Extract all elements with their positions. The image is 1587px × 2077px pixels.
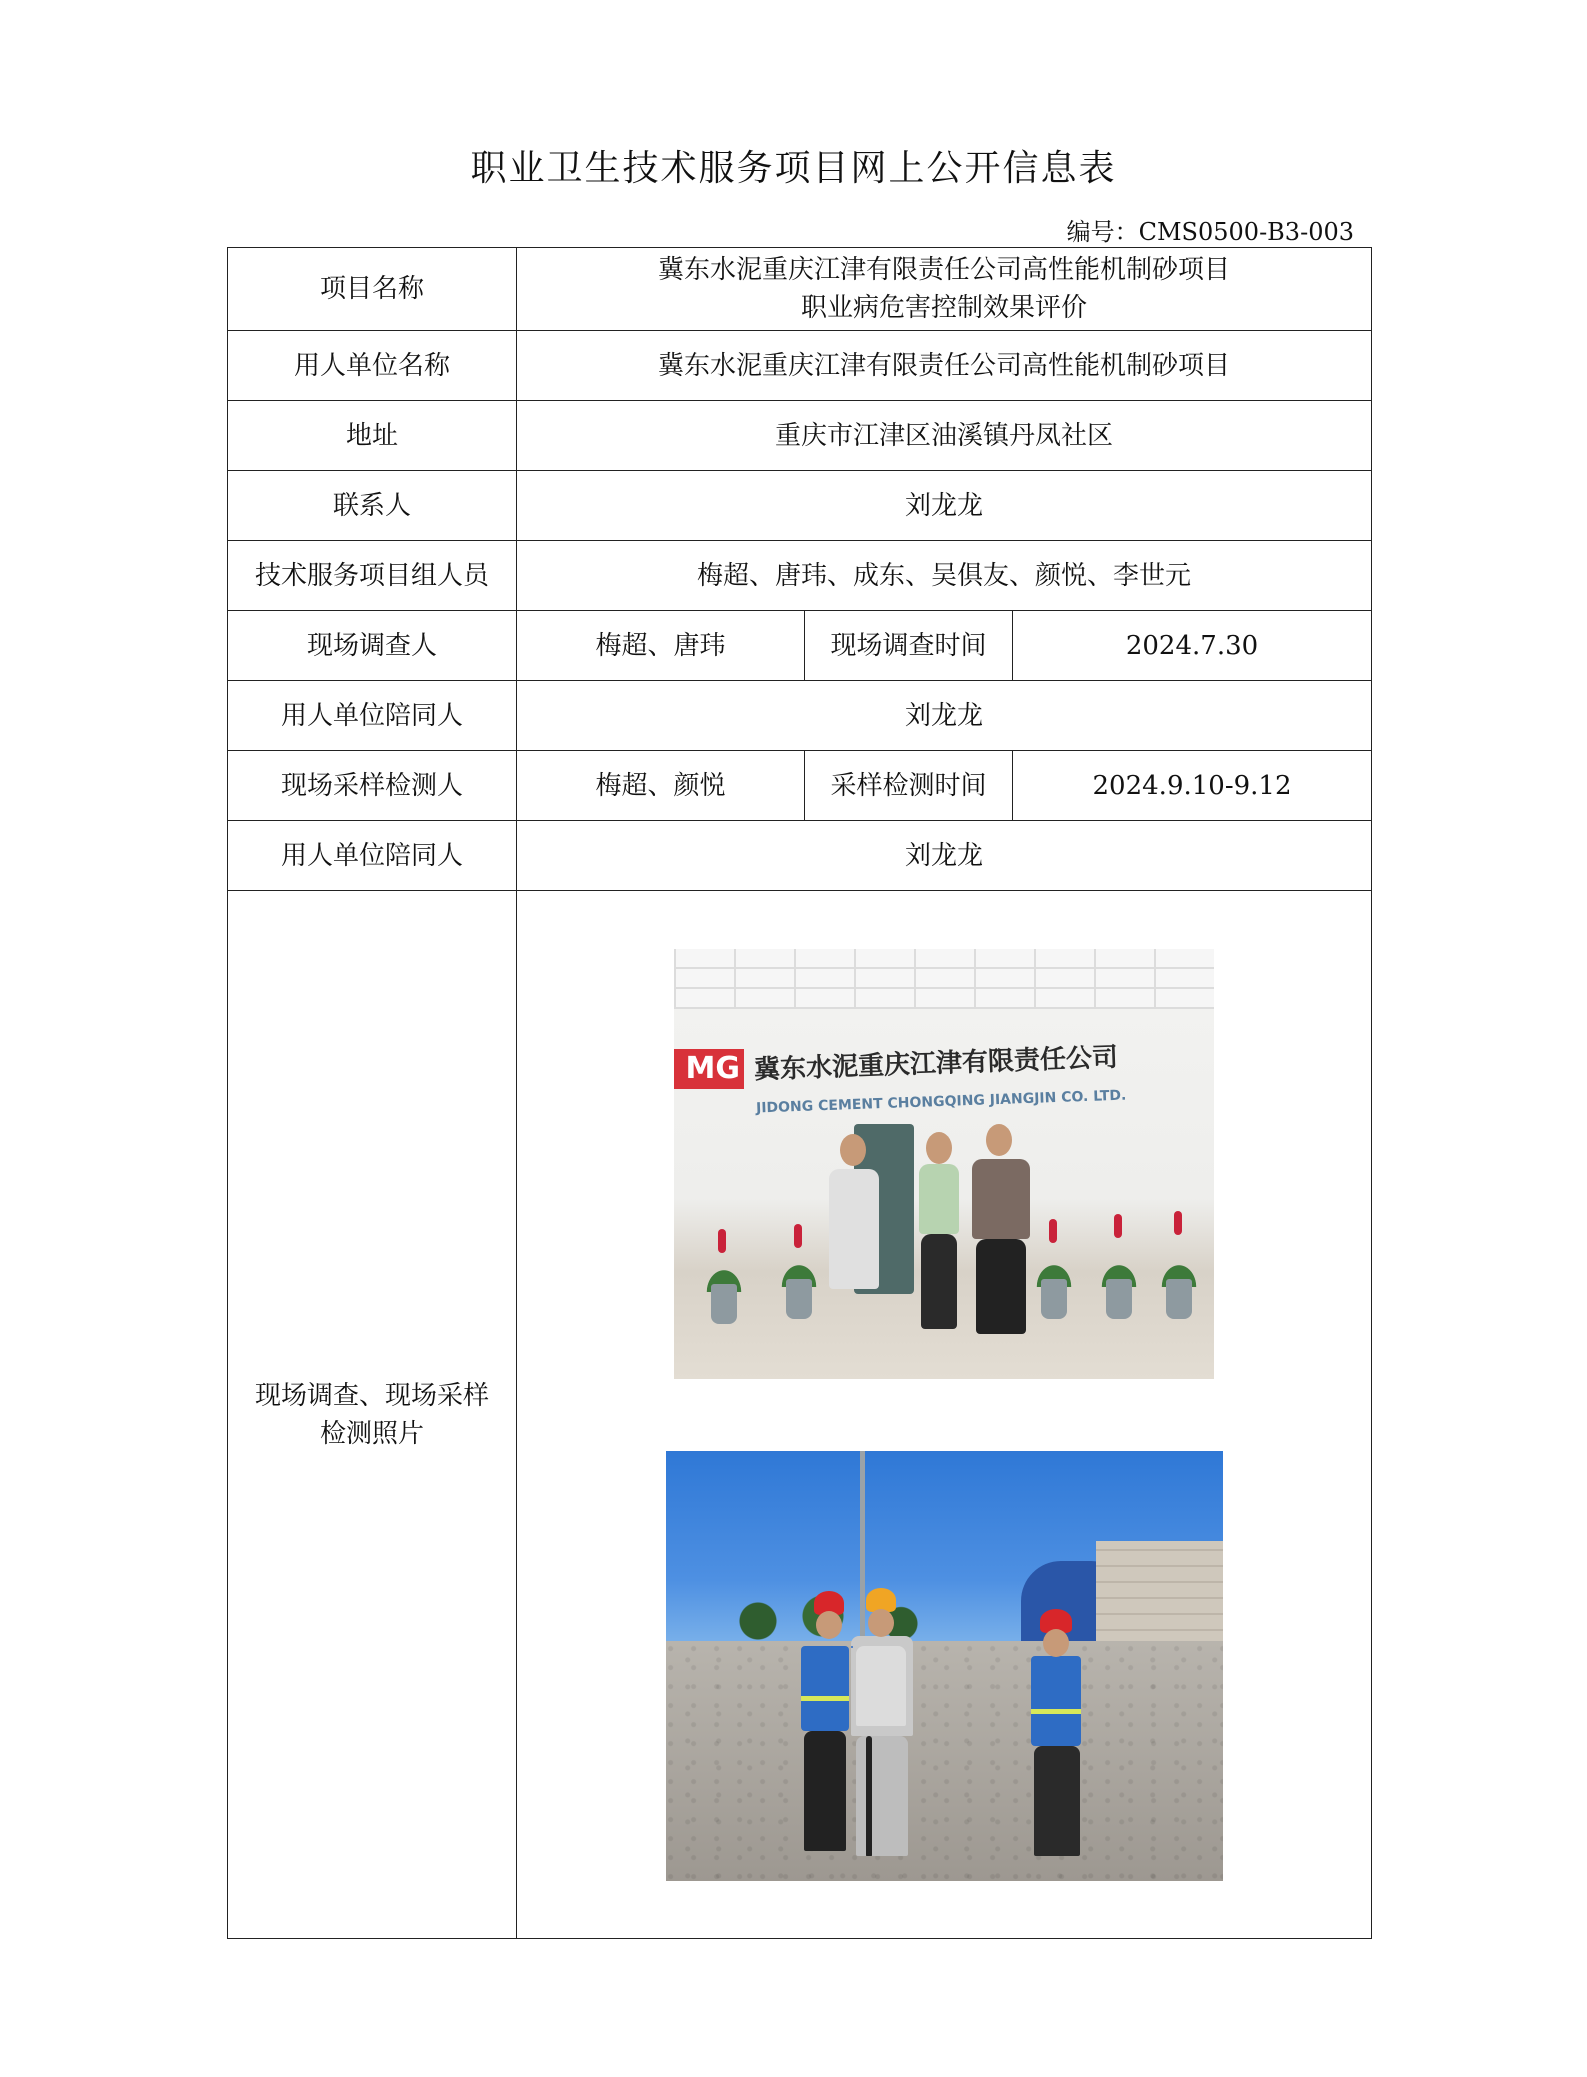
person [972,1159,1030,1239]
flower-pot [1106,1279,1132,1319]
table-row [228,751,1372,821]
worker [1034,1746,1080,1856]
photos-label-line2: 检测照片 [319,1418,424,1449]
photos-label-line1: 现场调查、现场采样 [254,1380,489,1411]
address-value: 重庆市江津区油溪镇丹凤社区 [517,401,1372,471]
document-code: 编号：CMS0500-B3-003 [1066,218,1354,246]
flower-pot [1041,1279,1067,1319]
site-sampling-photo [666,1451,1223,1881]
table-row [228,821,1372,891]
info-table [227,247,1372,1939]
project-name-label: 项目名称 [228,248,517,331]
person-head [840,1134,866,1166]
flower [1174,1211,1182,1235]
survey-time-label: 现场调查时间 [805,611,1013,681]
table-row [228,541,1372,611]
ceiling [674,949,1214,1009]
address-label: 地址 [228,401,517,471]
sampling-value: 梅超、颜悦 [517,751,805,821]
person-head [816,1611,842,1639]
project-name-line2: 职业病危害控制效果评价 [801,293,1088,323]
flower-pot [786,1279,812,1319]
person [976,1239,1026,1334]
sampling-time-label: 采样检测时间 [805,751,1013,821]
worker [856,1646,906,1726]
contact-label: 联系人 [228,471,517,541]
ground [666,1641,1223,1881]
document-title: 职业卫生技术服务项目网上公开信息表 [470,148,1117,189]
survey-label: 现场调查人 [228,611,517,681]
escort2-label: 用人单位陪同人 [228,821,517,891]
person-head [868,1609,894,1637]
flower [1049,1219,1057,1243]
strap [866,1736,872,1856]
sampling-time-value: 2024.9.10-9.12 [1013,751,1372,821]
escort2-value: 刘龙龙 [517,821,1372,891]
wall-sign-english: JIDONG CEMENT CHONGQING JIANGJIN CO. LTD. [755,1087,1127,1116]
employer-value: 冀东水泥重庆江津有限责任公司高性能机制砂项目 [517,331,1372,401]
worker [856,1736,908,1856]
person [829,1169,879,1289]
person-head [986,1124,1012,1156]
sampling-label: 现场采样检测人 [228,751,517,821]
flower [1114,1214,1122,1238]
photos-cell [517,891,1372,1939]
person [919,1164,959,1234]
table-row [228,248,1372,331]
project-name-line1: 冀东水泥重庆江津有限责任公司高性能机制砂项目 [658,255,1231,285]
survey-time-value: 2024.7.30 [1013,611,1372,681]
photo-gap [517,1379,1371,1451]
vest [801,1646,849,1731]
site-survey-photo [674,949,1214,1379]
table-row [228,891,1372,1939]
table-row [228,331,1372,401]
vest-stripe [1031,1709,1081,1714]
person-head [1043,1629,1069,1657]
table-row [228,681,1372,751]
flower-pot [1166,1279,1192,1319]
flower [794,1224,802,1248]
helmet [866,1588,896,1612]
employer-label: 用人单位名称 [228,331,517,401]
table-row [228,401,1372,471]
photos-label [228,891,517,1939]
company-logo: MG [674,1049,744,1089]
escort1-value: 刘龙龙 [517,681,1372,751]
escort1-label: 用人单位陪同人 [228,681,517,751]
person [921,1234,957,1329]
flower-pot [711,1284,737,1324]
team-value: 梅超、唐玮、成东、吴俱友、颜悦、李世元 [517,541,1372,611]
vest [1031,1656,1081,1746]
flower [718,1229,726,1253]
survey-value: 梅超、唐玮 [517,611,805,681]
vest [851,1646,853,1648]
table-row [228,471,1372,541]
person-head [926,1132,952,1164]
contact-value: 刘龙龙 [517,471,1372,541]
wall-sign-chinese: 冀东水泥重庆江津有限责任公司 [753,1042,1119,1085]
team-label: 技术服务项目组人员 [228,541,517,611]
worker [804,1731,846,1851]
table-row [228,611,1372,681]
vest-stripe [801,1696,849,1701]
project-name-value [517,248,1372,331]
